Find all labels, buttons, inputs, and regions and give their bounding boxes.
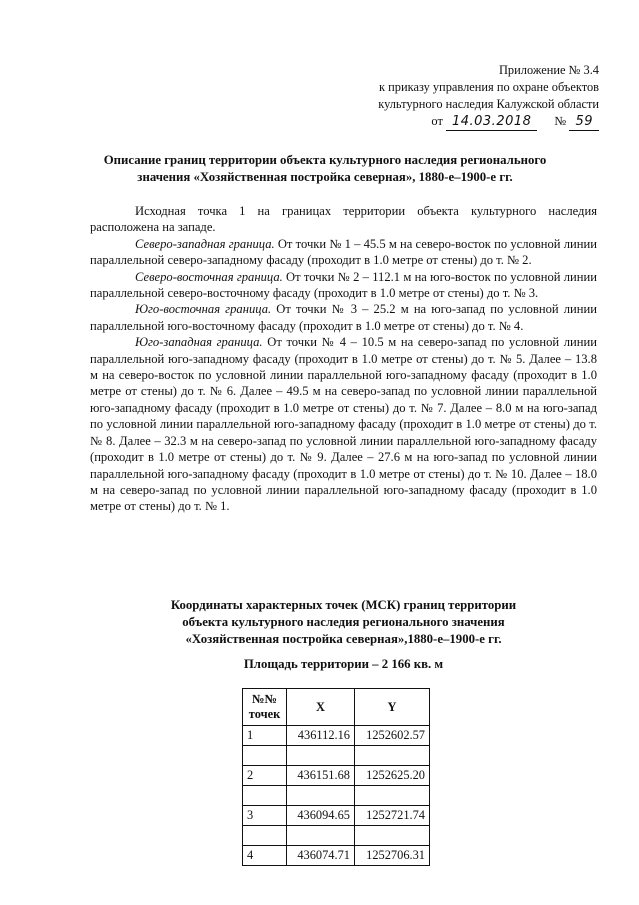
number-prefix: №: [554, 114, 567, 128]
title-line: значения «Хозяйственная постройка северная», 1880-е–1900-е гг.: [137, 170, 513, 184]
sw-text: От точки № 4 – 10.5 м на северо-запад по условной линии параллельной юго-западному фасаду (проходит в 1.0 метре от стены) до т. № 5. Далее – 13.8 м на северо-восток по условной линии параллельной юго-западному фасаду (проходит в 1.0 метре от стены) до т. № 6. Далее – 49.5 м на северо-запад по условной линии параллельной юго-западному фасаду (проходит в 1.0 метре от стены) до т. № 7. Далее – 8.0 м на юго-запад по условной линии параллельной юго-западному фасаду (проходит в 1.0 метре от стены) до т. № 8. Далее – 32.3 м на северо-запад по условной линии параллельной юго-западному фасаду (проходит в 1.0 метре от стены) до т. № 9. Далее – 27.6 м на юго-запад по условной линии параллельной юго-западному фасаду (проходит в 1.0 метре от стены) до т. № 10. Далее – 18.0 м на северо-запад по условной линии параллельной юго-западному фасаду (проходит в 1.0 метре от стены) до т. № 1.: [90, 335, 597, 514]
cell-y: 1252602.57: [355, 726, 430, 746]
coord-title-line: «Хозяйственная постройка северная»,1880-е–1900-е гг.: [185, 632, 502, 646]
ne-label: Северо-восточная граница.: [135, 269, 283, 284]
boundary-description: [90, 203, 597, 515]
cell-y: 1252721.74: [355, 806, 430, 826]
title-line: Описание границ территории объекта культурного наследия регионального: [103, 153, 547, 167]
table-row: [243, 726, 430, 746]
cell-point: 1: [243, 726, 287, 746]
table-spacer-row: [243, 826, 430, 846]
handwritten-date: 14.03.2018: [446, 113, 537, 131]
table-row: [243, 766, 430, 786]
appendix-date-row: [378, 113, 599, 131]
coord-title-line: Координаты характерных точек (МСК) границ территории: [170, 598, 517, 612]
header-num-line1: №№: [252, 692, 277, 706]
date-prefix: от: [431, 114, 443, 128]
cell-x: 436112.16: [287, 726, 355, 746]
ne-text: От точки № 2 – 112.1 м на юго-восток по условной линии параллельной северо-восточному фасаду (проходит в 1.0 метре от стены) до т. № 3.: [90, 269, 597, 301]
sw-boundary-paragraph: [90, 334, 597, 514]
table-spacer-row: [243, 746, 430, 766]
appendix-line: Приложение № 3.4: [498, 63, 599, 77]
se-text: От точки № 3 – 25.2 м на юго-запад по условной линии параллельной юго-восточному фасаду (проходит в 1.0 метре от стены) до т. № 4.: [90, 302, 597, 333]
intro-paragraph: Исходная точка 1 на границах территории объекта культурного наследия расположена на западе.: [90, 204, 597, 235]
handwritten-number: 59: [569, 113, 599, 131]
cell-point: 4: [243, 846, 287, 866]
cell-x: 436151.68: [287, 766, 355, 786]
cell-x: 436074.71: [287, 846, 355, 866]
header-point-number: [243, 689, 287, 726]
cell-y: 1252706.31: [355, 846, 430, 866]
ne-boundary-paragraph: [90, 269, 597, 302]
table-header-row: [243, 689, 430, 726]
header-y: Y: [355, 689, 430, 726]
cell-y: 1252625.20: [355, 766, 430, 786]
header-x: X: [287, 689, 355, 726]
appendix-line: культурного наследия Калужской области: [378, 97, 599, 111]
document-title: [60, 152, 590, 186]
se-boundary-paragraph: [90, 301, 597, 334]
cell-x: 436094.65: [287, 806, 355, 826]
coordinates-table: [242, 688, 430, 866]
nw-label: Северо-западная граница.: [135, 236, 275, 251]
cell-point: 2: [243, 766, 287, 786]
nw-text: От точки № 1 – 45.5 м на северо-восток по условной линии параллельной северо-западному фасаду (проходит в 1.0 метре от стены) до т. № 2.: [90, 236, 597, 268]
table-spacer-row: [243, 786, 430, 806]
table-row: [243, 846, 430, 866]
appendix-header: [378, 62, 599, 131]
coordinates-title: [90, 597, 597, 648]
nw-boundary-paragraph: [90, 236, 597, 269]
sw-label: Юго-западная граница.: [135, 335, 263, 350]
cell-point: 3: [243, 806, 287, 826]
area-heading: Площадь территории – 2 166 кв. м: [243, 657, 444, 671]
header-num-line2: точек: [248, 707, 281, 721]
se-label: Юго-восточная граница.: [135, 302, 272, 317]
table-row: [243, 806, 430, 826]
appendix-line: к приказу управления по охране объектов: [379, 80, 599, 94]
coord-title-line: объекта культурного наследия регионального значения: [182, 615, 505, 629]
